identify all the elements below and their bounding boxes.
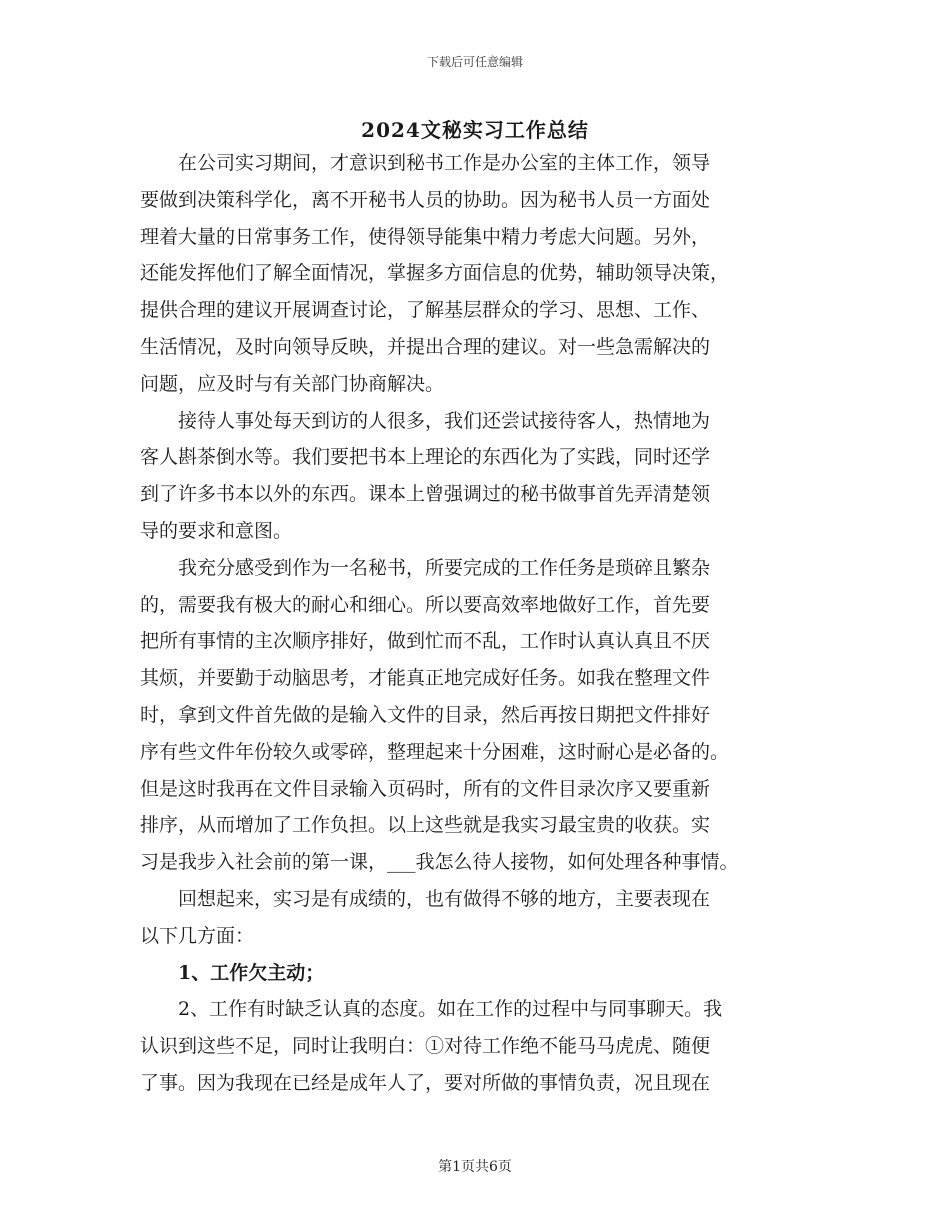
text-line: 客人斟茶倒水等。我们要把书本上理论的东西化为了实践，同时还学: [140, 446, 711, 469]
text-line: 理着大量的日常事务工作，使得领导能集中精力考虑大问题。另外，: [140, 225, 711, 248]
text-line: 还能发挥他们了解全面情况，掌握多方面信息的优势，辅助领导决策，: [140, 262, 730, 285]
text-line: 把所有事情的主次顺序排好，做到忙而不乱，工作时认真认真且不厌: [140, 630, 711, 653]
document-title: 2024文秘实习工作总结: [361, 118, 589, 142]
text-line: 的，需要我有极大的耐心和细心。所以要高效率地做好工作，首先要: [140, 593, 711, 616]
text-line: 以下几方面：: [140, 924, 255, 947]
text-line: 1、工作欠主动；: [178, 961, 325, 984]
text-line: 要做到决策科学化，离不开秘书人员的协助。因为秘书人员一方面处: [140, 188, 711, 211]
document-body: [140, 145, 820, 1102]
text-line: 2、工作有时缺乏认真的态度。如在工作的过程中与同事聊天。我: [178, 998, 723, 1021]
text-line: 但是这时我再在文件目录输入页码时，所有的文件目录次序又要重新: [140, 777, 711, 800]
text-line: 时，拿到文件首先做的是输入文件的目录，然后再按日期把文件排好: [140, 703, 711, 726]
text-line: 回想起来，实习是有成绩的，也有做得不够的地方，主要表现在: [178, 887, 711, 910]
text-line: 问题，应及时与有关部门协商解决。: [140, 372, 445, 395]
text-line: 导的要求和意图。: [140, 519, 293, 542]
text-line: 序有些文件年份较久或零碎，整理起来十分困难，这时耐心是必备的。: [140, 740, 730, 763]
text-line: 了事。因为我现在已经是成年人了，要对所做的事情负责，况且现在: [140, 1071, 711, 1094]
text-line: 习是我步入社会前的第一课，___我怎么待人接物，如何处理各种事情。: [140, 851, 739, 874]
text-line: 认识到这些不足，同时让我明白：①对待工作绝不能马马虎虎、随便: [140, 1035, 711, 1058]
text-line: 提供合理的建议开展调查讨论，了解基层群众的学习、思想、工作、: [140, 299, 711, 322]
page-footer: 第1页共6页: [438, 1159, 512, 1175]
text-line: 我充分感受到作为一名秘书，所要完成的工作任务是琐碎且繁杂: [178, 556, 711, 579]
text-line: 在公司实习期间，才意识到秘书工作是办公室的主体工作，领导: [178, 152, 711, 174]
text-line: 接待人事处每天到访的人很多，我们还尝试接待客人，热情地为: [178, 409, 711, 432]
text-line: 其烦，并要勤于动脑思考，才能真正地完成好任务。如我在整理文件: [140, 667, 711, 690]
text-line: 到了许多书本以外的东西。课本上曾强调过的秘书做事首先弄清楚领: [140, 483, 711, 506]
header-note: 下载后可任意编辑: [426, 55, 523, 69]
text-line: 排序，从而增加了工作负担。以上这些就是我实习最宝贵的收获。实: [140, 814, 711, 837]
text-line: 生活情况，及时向领导反映，并提出合理的建议。对一些急需解决的: [140, 335, 711, 358]
